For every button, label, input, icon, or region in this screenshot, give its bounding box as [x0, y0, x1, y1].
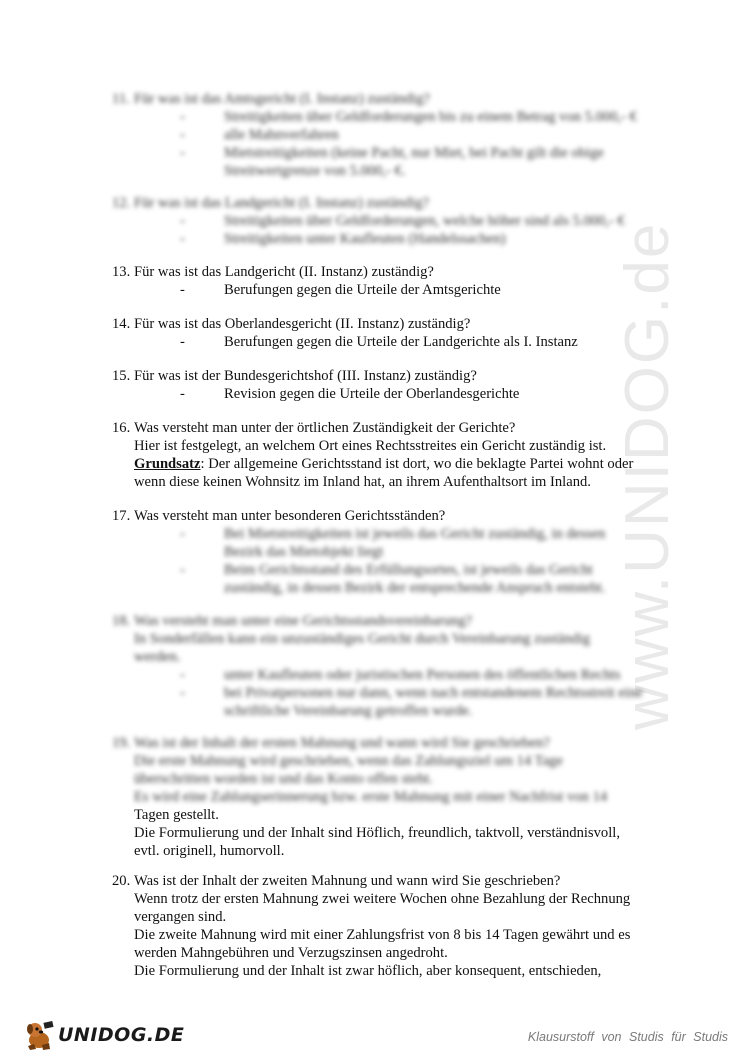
- question-11-heading: 11. Für was ist das Amtsgericht (I. Instanz) zuständig?: [112, 91, 430, 107]
- q20-line-2: vergangen sind.: [134, 909, 227, 925]
- q11-bullet-3-cont: Streitwertgrenze von 5.000,- €.: [224, 163, 406, 179]
- q20-line-3: Die zweite Mahnung wird mit einer Zahlungsfrist von 8 bis 14 Tagen gewährt und es: [134, 927, 631, 943]
- q14-bullet: Berufungen gegen die Urteile der Landgerichte als I. Instanz: [224, 334, 578, 350]
- question-16: [112, 419, 672, 491]
- q16-keyword: Grundsatz: [134, 456, 201, 472]
- question-14-heading: 14. Für was ist das Oberlandesgericht (II. Instanz) zuständig?: [112, 316, 471, 332]
- q20-line-5: Die Formulierung und der Inhalt ist zwar höflich, aber konsequent, entschieden,: [134, 963, 602, 979]
- q11-bullet-1: Streitigkeiten über Geldforderungen bis zu einem Betrag von 5.000,- €: [224, 109, 637, 125]
- question-17: 17. Was versteht man unter besonderen Gerichtsständen? - Bei Mietstreitigkeiten ist jeweils das Gericht zuständig, in dessen Bezirk das Mietobjekt liegt - Beim Gerichtsstand des Erfüllungsortes, ist jeweils das Gericht zuständig, in dessen Bezirk der entsprechende Anspruch entsteht.: [112, 507, 672, 597]
- q17-bullet-1-cont: Bezirk das Mietobjekt liegt: [224, 544, 384, 560]
- question-12-blurred: 12. Für was ist das Landgericht (I. Instanz) zuständig? - Streitigkeiten über Geldforderungen, welche höher sind als 5.000,- € - Streitigkeiten unter Kaufleuten (Handelssachen): [112, 194, 672, 248]
- q20-line-4: werden Mahngebühren und Verzugszinsen angedroht.: [134, 945, 448, 961]
- q20-line-1: Wenn trotz der ersten Mahnung zwei weitere Wochen ohne Bezahlung der Rechnung: [134, 891, 631, 907]
- question-18-heading: 18. Was versteht man unter eine Gerichtsstandsvereinbarung?: [112, 613, 473, 629]
- q18-bullet-2: bei Privatpersonen nur dann, wenn nach entstandenem Rechtsstreit eine: [224, 685, 643, 701]
- q19-line-1: Tagen gestellt.: [134, 807, 219, 823]
- q19-line-2: Die Formulierung und der Inhalt sind Höflich, freundlich, taktvoll, verständnisvoll,: [134, 825, 620, 841]
- question-15: 15. Für was ist der Bundesgerichtshof (III. Instanz) zuständig? - Revision gegen die Urteile der Oberlandesgerichte: [112, 367, 672, 403]
- q18-line-2: werden.: [134, 649, 181, 665]
- q13-bullet: Berufungen gegen die Urteile der Amtsgerichte: [224, 282, 501, 298]
- question-12-heading: 12. Für was ist das Landgericht (I. Instanz) zuständig?: [112, 195, 430, 211]
- q16-line-1: Hier ist festgelegt, an welchem Ort eines Rechtsstreites ein Gericht zuständig ist.: [134, 438, 607, 454]
- q17-bullet-2: Beim Gerichtsstand des Erfüllungsortes, ist jeweils das Gericht: [224, 562, 593, 578]
- question-13-heading: 13. Für was ist das Landgericht (II. Instanz) zuständig?: [112, 264, 434, 280]
- q18-bullet-2-cont: schriftliche Vereinbarung getroffen wurde.: [224, 703, 473, 719]
- question-13: 13. Für was ist das Landgericht (II. Instanz) zuständig? - Berufungen gegen die Urteile der Amtsgerichte: [112, 263, 672, 299]
- q19-blur-line-3: Es wird eine Zahlungserinnerung bzw. erste Mahnung mit einer Nachfrist von 14: [134, 789, 608, 805]
- q19-line-3: evtl. originell, humorvoll.: [134, 843, 285, 859]
- q19-blur-line-2: überschritten worden ist und das Konto offen steht.: [134, 771, 433, 787]
- question-18-blurred: 18. Was versteht man unter eine Gerichtsstandsvereinbarung? In Sonderfällen kann ein unzuständiges Gericht durch Vereinbarung zuständig werden. - unter Kaufleuten oder juristischen Personen des öffentlichen Rechts - bei Privatpersonen nur dann, wenn nach entstandenem Rechtsstreit eine schriftliche Vereinbarung getroffen wurde.: [112, 612, 672, 720]
- q17-bullet-1: Bei Mietstreitigkeiten ist jeweils das Gericht zuständig, in dessen: [224, 526, 606, 542]
- footer-tagline: Klausurstoff von Studis für Studis: [527, 1030, 728, 1044]
- q12-bullet-1: Streitigkeiten über Geldforderungen, welche höher sind als 5.000,- €: [224, 213, 625, 229]
- question-14: 14. Für was ist das Oberlandesgericht (II. Instanz) zuständig? - Berufungen gegen die Urteile der Landgerichte als I. Instanz: [112, 315, 672, 351]
- dog-mascot-icon: [22, 1018, 56, 1052]
- question-15-heading: 15. Für was ist der Bundesgerichtshof (III. Instanz) zuständig?: [112, 368, 477, 384]
- question-19: [112, 734, 672, 860]
- logo-text: UNIDOG.DE: [58, 1024, 185, 1046]
- footer-logo[interactable]: [22, 1018, 184, 1052]
- question-20-heading: 20. Was ist der Inhalt der zweiten Mahnung und wann wird Sie geschrieben?: [112, 873, 561, 889]
- q11-bullet-2: alle Mahnverfahren: [224, 127, 339, 143]
- question-17-heading: 17. Was versteht man unter besonderen Gerichtsständen?: [112, 508, 446, 524]
- q17-bullet-2-cont: zuständig, in dessen Bezirk der entsprechende Anspruch entsteht.: [224, 580, 606, 596]
- q12-bullet-2: Streitigkeiten unter Kaufleuten (Handelssachen): [224, 231, 506, 247]
- q18-bullet-1: unter Kaufleuten oder juristischen Personen des öffentlichen Rechts: [224, 667, 621, 683]
- watermark: www.UNIDOG.de: [613, 221, 682, 730]
- q18-line-1: In Sonderfällen kann ein unzuständiges Gericht durch Vereinbarung zuständig: [134, 631, 591, 647]
- question-19-heading: 19. Was ist der Inhalt der ersten Mahnung und wann wird Sie geschrieben?: [112, 735, 550, 751]
- question-16-heading: 16. Was versteht man unter der örtlichen Zuständigkeit der Gerichte?: [112, 420, 516, 436]
- q11-bullet-3: Mietstreitigkeiten (keine Pacht, nur Miet, bei Pacht gilt die obige: [224, 145, 604, 161]
- question-11-blurred: 11. Für was ist das Amtsgericht (I. Instanz) zuständig? - Streitigkeiten über Geldforderungen bis zu einem Betrag von 5.000,- € - alle Mahnverfahren - Mietstreitigkeiten (keine Pacht, nur Miet, bei Pacht gilt die obige Streitwertgrenze von 5.000,- €.: [112, 90, 672, 180]
- q16-line-2: Grundsatz: Der allgemeine Gerichtsstand ist dort, wo die beklagte Partei wohnt oder: [134, 456, 634, 472]
- q15-bullet: Revision gegen die Urteile der Oberlandesgerichte: [224, 386, 520, 402]
- q16-line-3: wenn diese keinen Wohnsitz im Inland hat, an ihrem Aufenthaltsort im Inland.: [134, 474, 591, 490]
- question-20: [112, 872, 672, 980]
- q19-blur-line-1: Die erste Mahnung wird geschrieben, wenn das Zahlungsziel um 14 Tage: [134, 753, 563, 769]
